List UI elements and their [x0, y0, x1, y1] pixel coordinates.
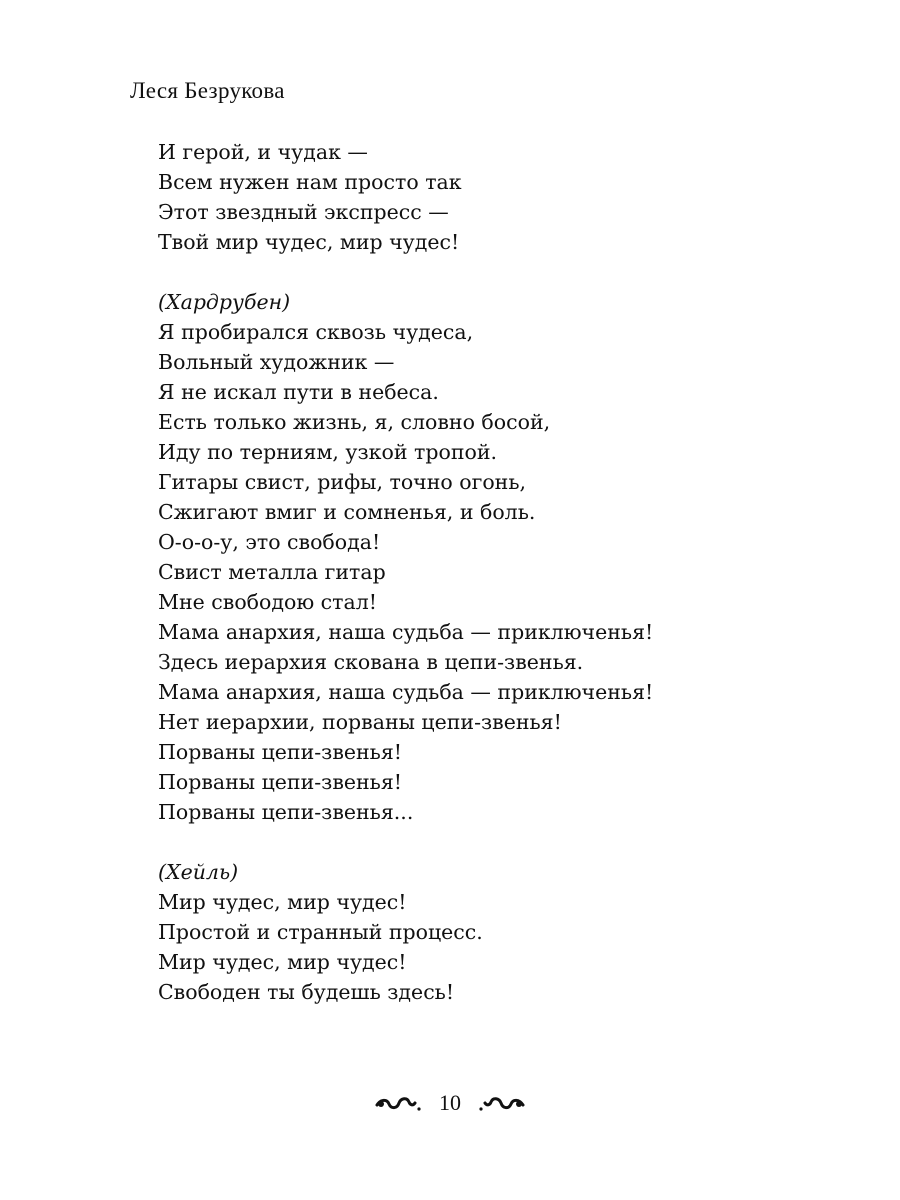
poem-line: Порваны цепи-звенья!	[158, 770, 403, 794]
poem-line: Порваны цепи-звенья!	[158, 740, 403, 764]
page-footer	[0, 1086, 900, 1120]
poem-line: Я пробирался сквозь чудеса,	[158, 320, 474, 344]
poem-line: О-о-о-у, это свобода!	[158, 530, 381, 554]
poem-line: Есть только жизнь, я, словно босой,	[158, 410, 551, 434]
poem-line: Вольный художник —	[158, 350, 395, 374]
poem-line: Мама анархия, наша судьба — приключенья!	[158, 620, 654, 644]
poem-body	[158, 137, 778, 1007]
poem-line: Свист металла гитар	[158, 560, 386, 584]
poem-line: Я не искал пути в небеса.	[158, 380, 439, 404]
page-number: 10	[439, 1090, 461, 1115]
poem-line: Сжигают вмиг и сомненья, и боль.	[158, 500, 536, 524]
poem-line: Мир чудес, мир чудес!	[158, 890, 407, 914]
poem-line: Здесь иерархия скована в цепи-звенья.	[158, 650, 584, 674]
poem-line: Мне свободою стал!	[158, 590, 377, 614]
poem-line: Простой и странный процесс.	[158, 920, 483, 944]
poem-line: И герой, и чудак —	[158, 140, 368, 164]
poem-line: Порваны цепи-звенья...	[158, 800, 414, 824]
poem-line: Мир чудес, мир чудес!	[158, 950, 407, 974]
flourish-left-icon	[375, 1091, 423, 1115]
stanza	[158, 287, 778, 827]
poem-line: Этот звездный экспресс —	[158, 200, 449, 224]
poem-line: Гитары свист, рифы, точно огонь,	[158, 470, 526, 494]
poem-line: Всем нужен нам просто так	[158, 170, 462, 194]
stanza	[158, 137, 778, 257]
poem-line: Нет иерархии, порваны цепи-звенья!	[158, 710, 562, 734]
poem-line: Мама анархия, наша судьба — приключенья!	[158, 680, 654, 704]
poem-line: Иду по терниям, узкой тропой.	[158, 440, 498, 464]
running-head-author: Леся Безрукова	[130, 78, 285, 103]
stanza	[158, 857, 778, 1007]
poem-line: Твой мир чудес, мир чудес!	[158, 230, 460, 254]
flourish-right-icon	[477, 1091, 525, 1115]
poem-line: Свободен ты будешь здесь!	[158, 980, 455, 1004]
speaker-label: (Хардрубен)	[158, 290, 291, 314]
speaker-label: (Хейль)	[158, 860, 239, 884]
